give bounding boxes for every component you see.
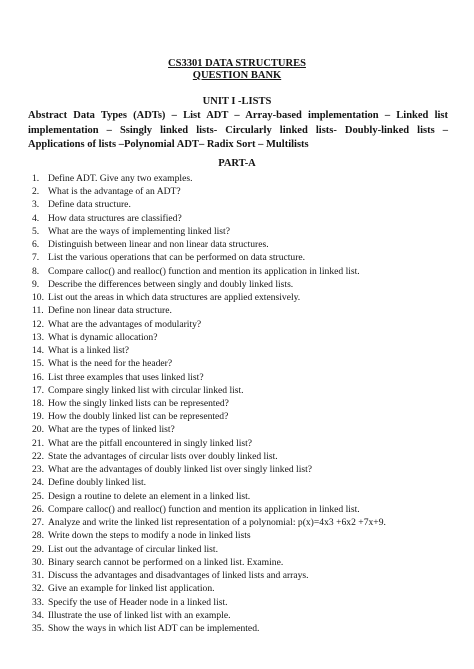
question-item — [0, 384, 474, 397]
question-number: 18. — [32, 397, 44, 409]
question-number: 9. — [32, 278, 40, 290]
question-item — [0, 543, 474, 556]
question-text: List out the advantage of circular linked list. — [48, 543, 218, 555]
question-text: Design a routine to delete an element in a linked list. — [48, 490, 251, 502]
question-text: What are the types of linked list? — [48, 424, 175, 436]
question-item — [0, 172, 474, 185]
question-text: What are the advantages of doubly linked list over singly linked list? — [48, 464, 313, 476]
question-text: What is a linked list? — [48, 345, 129, 357]
question-item — [0, 476, 474, 489]
course-title: CS3301 DATA STRUCTURES — [168, 58, 306, 69]
question-number: 10. — [32, 292, 44, 304]
question-text: Compare calloc() and realloc() function and mention its application in linked list. — [48, 503, 360, 515]
question-number: 25. — [32, 490, 44, 502]
unit-description: Abstract Data Types (ADTs) – List ADT – Array-based implementation – Linked list implementation – Ssingly linked lists- Circularly linked lists- Doubly-linked lists – Applications of lists –Polynomial ADT– Radix Sort – Multilists — [28, 110, 448, 150]
question-item — [0, 357, 474, 370]
unit-title: UNIT I -LISTS — [202, 96, 272, 107]
question-number: 29. — [32, 543, 44, 555]
part-title: PART-A — [218, 158, 256, 169]
question-number: 5. — [32, 225, 40, 237]
question-number: 8. — [32, 265, 40, 277]
question-text: Binary search cannot be performed on a linked list. Examine. — [48, 556, 284, 568]
question-item — [0, 609, 474, 622]
question-item — [0, 278, 474, 291]
question-number: 33. — [32, 596, 44, 608]
question-number: 16. — [32, 371, 44, 383]
question-number: 15. — [32, 358, 44, 370]
question-number: 14. — [32, 345, 44, 357]
question-item — [0, 291, 474, 304]
question-text: Give an example for linked list application. — [48, 583, 215, 595]
question-text: Compare calloc() and realloc() function and mention its application in linked list. — [48, 265, 360, 277]
question-number: 6. — [32, 239, 40, 251]
question-item — [0, 238, 474, 251]
question-text: Define ADT. Give any two examples. — [48, 173, 193, 184]
question-list — [0, 172, 474, 635]
question-number: 2. — [32, 186, 40, 198]
question-text: Specify the use of Header node in a linked list. — [48, 596, 228, 608]
question-text: What is the advantage of an ADT? — [48, 186, 181, 198]
question-number: 34. — [32, 609, 44, 621]
question-item — [0, 251, 474, 264]
question-item — [0, 463, 474, 476]
question-text: How the doubly linked list can be represented? — [48, 411, 229, 423]
question-item — [0, 225, 474, 238]
question-item — [0, 450, 474, 463]
question-text: Write down the steps to modify a node in linked lists — [48, 530, 251, 542]
question-item — [0, 318, 474, 331]
question-item — [0, 437, 474, 450]
question-number: 17. — [32, 384, 44, 396]
question-number: 35. — [32, 622, 44, 634]
question-number: 19. — [32, 411, 44, 423]
question-item — [0, 344, 474, 357]
question-item — [0, 265, 474, 278]
question-text: What are the pitfall encountered in singly linked list? — [48, 437, 253, 449]
question-text: How data structures are classified? — [48, 212, 182, 224]
question-item — [0, 371, 474, 384]
question-number: 24. — [32, 477, 44, 489]
question-number: 31. — [32, 570, 44, 582]
question-text: Define data structure. — [48, 199, 131, 211]
question-number: 1. — [32, 173, 40, 184]
question-item — [0, 503, 474, 516]
question-text: What are the ways of implementing linked list? — [48, 225, 230, 237]
document-title: QUESTION BANK — [192, 70, 282, 81]
question-text: Distinguish between linear and non linear data structures. — [48, 239, 269, 251]
question-text: Describe the differences between singly and doubly linked lists. — [48, 278, 294, 290]
question-text: What are the advantages of modularity? — [48, 318, 202, 330]
question-number: 20. — [32, 424, 44, 436]
question-number: 32. — [32, 583, 44, 595]
question-text: Define doubly linked list. — [48, 477, 147, 489]
question-number: 22. — [32, 450, 44, 462]
question-item — [0, 596, 474, 609]
question-number: 21. — [32, 437, 44, 449]
question-item — [0, 331, 474, 344]
question-number: 7. — [32, 252, 40, 264]
question-text: How the singly linked lists can be represented? — [48, 397, 229, 409]
question-item — [0, 529, 474, 542]
question-item — [0, 556, 474, 569]
question-text: What is the need for the header? — [48, 358, 173, 370]
question-item — [0, 423, 474, 436]
question-number: 28. — [32, 530, 44, 542]
question-text: What is dynamic allocation? — [48, 331, 158, 343]
question-text: List three examples that uses linked list? — [48, 371, 204, 383]
question-item — [0, 490, 474, 503]
question-text: List the various operations that can be performed on data structure. — [48, 252, 306, 264]
question-number: 4. — [32, 212, 40, 224]
question-item — [0, 410, 474, 423]
question-item — [0, 304, 474, 317]
question-item — [0, 397, 474, 410]
question-item — [0, 185, 474, 198]
question-text: List out the areas in which data structures are applied extensively. — [48, 292, 301, 304]
question-item — [0, 569, 474, 582]
question-item — [0, 198, 474, 211]
question-number: 26. — [32, 503, 44, 515]
question-item — [0, 516, 474, 529]
question-number: 11. — [32, 305, 44, 317]
question-text: State the advantages of circular lists over doubly linked list. — [48, 450, 278, 462]
question-text: Discuss the advantages and disadvantages of linked lists and arrays. — [48, 570, 309, 582]
question-text: Define non linear data structure. — [48, 305, 172, 317]
question-number: 30. — [32, 556, 44, 568]
question-item — [0, 582, 474, 595]
question-number: 13. — [32, 331, 44, 343]
question-item — [0, 212, 474, 225]
question-number: 27. — [32, 517, 44, 529]
question-text: Analyze and write the linked list representation of a polynomial: p(x)=4x3 +6x2 +7x+9. — [48, 517, 386, 529]
question-text: Illustrate the use of linked list with an example. — [48, 609, 231, 621]
question-item — [0, 622, 474, 635]
question-text: Show the ways in which list ADT can be implemented. — [48, 622, 260, 634]
question-number: 12. — [32, 318, 44, 330]
question-number: 3. — [32, 199, 40, 211]
question-text: Compare singly linked list with circular linked list. — [48, 384, 244, 396]
question-number: 23. — [32, 464, 44, 476]
